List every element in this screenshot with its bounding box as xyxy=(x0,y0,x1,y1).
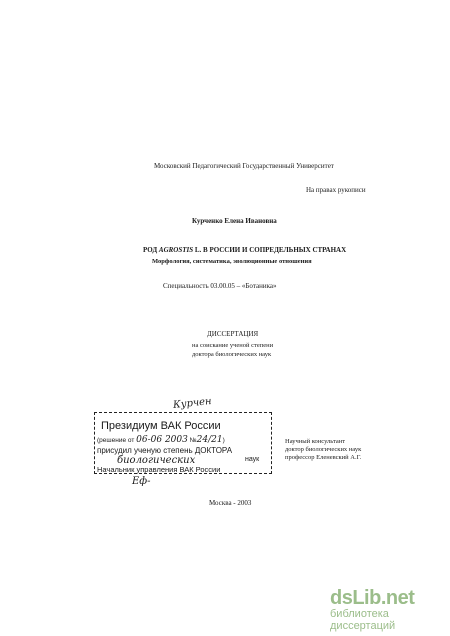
stamp-decision-prefix: (решение от xyxy=(97,437,135,444)
degree-purpose-line2: доктора биологических наук xyxy=(192,351,272,358)
stamp-decision-date: 06-06 2003 xyxy=(136,435,188,445)
vak-stamp xyxy=(94,412,272,474)
watermark-logo: dsLib.net xyxy=(330,587,415,609)
advisor-line3: профессор Еленевский А.Г. xyxy=(285,454,362,461)
title-suffix: L. В РОССИИ И СОПРЕДЕЛЬНЫХ СТРАНАХ xyxy=(193,246,347,254)
watermark xyxy=(330,587,440,632)
stamp-head-signature: Еф- xyxy=(132,476,151,487)
advisor-line2: доктор биологических наук xyxy=(285,446,362,453)
stamp-decision-no-label: № xyxy=(189,437,197,444)
rights-note: На правах рукописи xyxy=(306,186,366,194)
stamp-field-hand: биологических xyxy=(117,455,196,466)
dissertation-subtitle: Морфология, систематика, эволюционные отношения xyxy=(152,258,312,265)
footer-city-year: Москва - 2003 xyxy=(209,499,252,507)
stamp-line-presidium: Президиум ВАК России xyxy=(101,420,221,432)
title-genus: AGROSTIS xyxy=(158,246,194,254)
stamp-line-awarded: присудил ученую степень ДОКТОРА xyxy=(97,446,233,455)
title-prefix: РОД xyxy=(143,246,159,254)
stamp-field-suffix: наук xyxy=(245,456,260,463)
dissertation-label: ДИССЕРТАЦИЯ xyxy=(207,330,259,338)
advisor-line1: Научный консультант xyxy=(285,438,346,445)
university-name: Московский Педагогический Государственный Университет xyxy=(154,162,334,170)
author-signature: Курчен xyxy=(172,396,213,411)
degree-purpose-line1: на соискание ученой степени xyxy=(192,342,274,349)
author-name: Курченко Елена Ивановна xyxy=(192,217,277,225)
watermark-subtitle: библиотека диссертаций xyxy=(330,608,396,632)
stamp-line-decision: (решение от 06-06 2003 №24/21) xyxy=(97,435,225,445)
stamp-decision-number: 24/21 xyxy=(196,435,223,445)
specialty: Специальность 03.00.05 – «Ботаника» xyxy=(163,282,277,290)
dissertation-title xyxy=(143,246,346,254)
stamp-line-head: Начальник управления ВАК России xyxy=(97,465,221,474)
